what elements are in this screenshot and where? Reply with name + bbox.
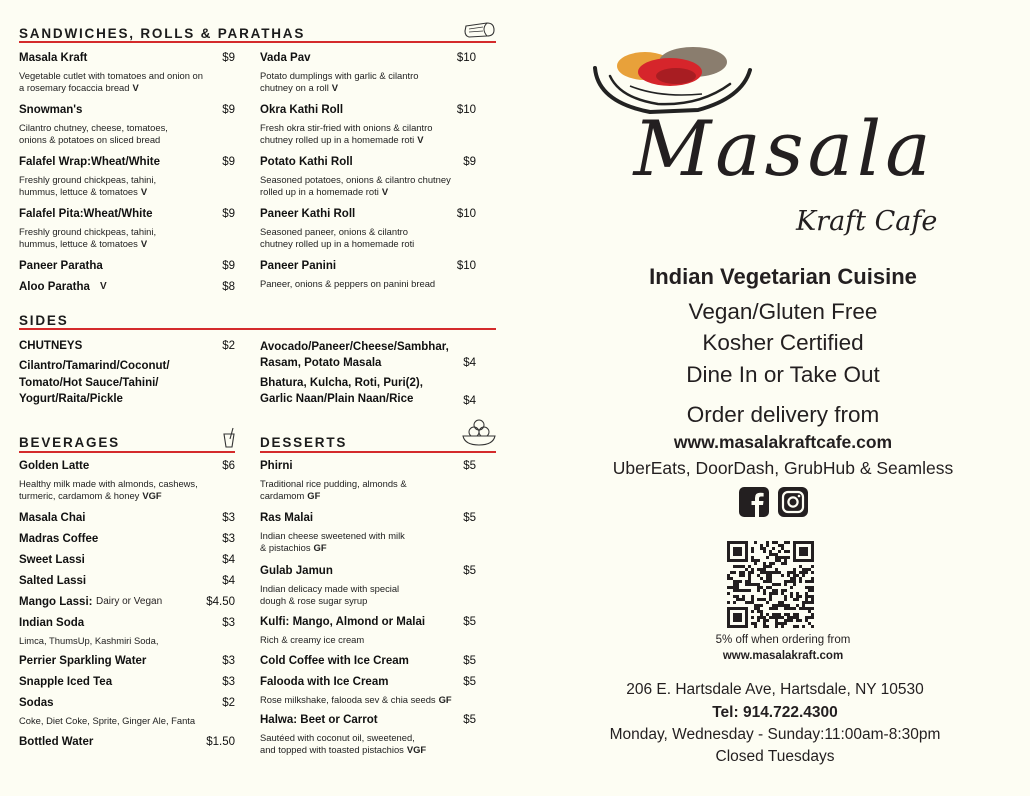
item-price: $3 <box>222 533 235 545</box>
item-price: $10 <box>456 104 476 116</box>
item-description: Seasoned potatoes, onions & cilantro chutney <box>260 174 451 185</box>
menu-item <box>260 511 476 554</box>
item-description: Fresh okra stir-fried with onions & cilantro <box>260 122 433 133</box>
item-price: $10 <box>456 208 476 220</box>
item-name: Halwa: Beet or Carrot <box>260 714 378 726</box>
chutney-option: Yogurt/Raita/Pickle <box>19 393 123 405</box>
menu-item <box>19 103 235 146</box>
feature-line: Kosher Certified <box>702 330 864 355</box>
item-name: Potato Kathi Roll <box>260 156 353 168</box>
section-title-sides: SIDES <box>19 313 69 328</box>
qr-url[interactable]: www.masalakraft.com <box>722 650 844 662</box>
chutneys-item <box>19 339 235 353</box>
dietary-tag: V <box>140 238 148 249</box>
menu-item <box>260 259 476 290</box>
dietary-tag: V <box>132 82 139 93</box>
roll-icon <box>463 20 497 40</box>
chutneys-price: $2 <box>222 340 235 352</box>
brand-panel <box>560 0 1030 796</box>
item-description: Rose milkshake, falooda sev & chia seeds <box>260 694 436 705</box>
item-description: Cilantro chutney, cheese, tomatoes, <box>19 122 168 133</box>
item-description: Seasoned paneer, onions & cilantro <box>260 226 409 237</box>
menu-item <box>260 103 476 146</box>
item-price: $8 <box>222 281 235 293</box>
feature-line: Vegan/Gluten Free <box>688 299 878 324</box>
drink-icon <box>222 427 236 449</box>
phone[interactable]: Tel: 914.722.4300 <box>712 704 838 721</box>
item-description: chutney rolled up in a homemade roti <box>260 238 415 249</box>
item-name: Sodas <box>19 697 54 709</box>
dietary-tag: V <box>331 82 339 93</box>
item-name: Madras Coffee <box>19 533 99 545</box>
menu-item <box>19 735 235 754</box>
dietary-tag: V <box>140 186 148 197</box>
facebook-icon[interactable] <box>738 486 770 518</box>
section-title-desserts: DESSERTS <box>260 435 348 450</box>
item-name: Falooda with Ice Cream <box>260 676 389 688</box>
item-name: Masala Chai <box>19 512 86 524</box>
item-price: $5 <box>463 655 476 667</box>
delivery-partners: UberEats, DoorDash, GrubHub & Seamless <box>612 458 954 478</box>
logo-wordmark: Masala <box>633 104 935 193</box>
item-price: $1.50 <box>206 736 235 748</box>
item-price: $10 <box>456 52 476 64</box>
hours: Monday, Wednesday - Sunday:11:00am-8:30pm <box>609 726 941 743</box>
chutney-option: Tomato/Hot Sauce/Tahini/ <box>19 376 159 389</box>
item-price: $5 <box>463 676 476 688</box>
item-description: chutney rolled up in a homemade roti <box>260 134 415 145</box>
item-description: cardamom <box>260 490 305 501</box>
side-item-price: $4 <box>463 357 476 369</box>
section-rule <box>19 41 496 43</box>
item-name: Golden Latte <box>19 460 90 472</box>
item-name: Sweet Lassi <box>19 554 85 566</box>
item-price: $10 <box>456 260 476 272</box>
menu-item <box>19 459 235 502</box>
menu-item <box>19 155 235 198</box>
item-description: Freshly ground chickpeas, tahini, <box>19 226 157 237</box>
item-description: onions & potatoes on sliced bread <box>19 134 161 145</box>
dietary-tag: V <box>417 134 424 145</box>
dietary-tag: GF <box>313 542 327 553</box>
item-price: $2 <box>222 697 235 709</box>
menu-item <box>260 51 476 94</box>
item-description: turmeric, cardamom & honey <box>19 490 140 501</box>
item-description: Indian cheese sweetened with milk <box>260 530 405 541</box>
item-name: Snowman's <box>19 104 83 116</box>
section-title-sandwiches: SANDWICHES, ROLLS & PARATHAS <box>19 26 306 41</box>
logo-subtitle: Kraft Cafe <box>796 206 938 237</box>
menu-item <box>19 616 235 647</box>
item-price: $3 <box>222 512 235 524</box>
item-name: Kulfi: Mango, Almond or Malai <box>260 616 426 628</box>
item-description: Freshly ground chickpeas, tahini, <box>19 174 157 185</box>
item-description: Indian delicacy made with special <box>260 583 400 594</box>
dietary-tag: VGF <box>142 490 162 501</box>
menu-item <box>19 207 235 250</box>
menu-item <box>260 564 476 607</box>
item-name: Phirni <box>260 460 293 472</box>
item-price: $3 <box>222 655 235 667</box>
side-item-name: Garlic Naan/Plain Naan/Rice <box>260 393 414 405</box>
item-name: Falafel Pita:Wheat/White <box>19 208 153 220</box>
item-price: $9 <box>463 156 476 168</box>
item-name: Okra Kathi Roll <box>260 104 344 116</box>
item-price: $5 <box>463 565 476 577</box>
menu-item <box>260 713 476 756</box>
item-name: Indian Soda <box>19 617 85 629</box>
item-description: Vegetable cutlet with tomatoes and onion on <box>19 70 203 81</box>
item-name: Ras Malai <box>260 512 314 524</box>
side-item <box>260 339 476 371</box>
cuisine-heading: Indian Vegetarian Cuisine <box>649 264 917 289</box>
item-price: $9 <box>222 260 235 272</box>
item-description: and topped with toasted pistachios <box>260 744 404 755</box>
section-title-beverages: BEVERAGES <box>19 435 120 450</box>
item-description: Healthy milk made with almonds, cashews, <box>19 478 198 489</box>
item-price: $4.50 <box>206 596 235 608</box>
item-name: Masala Kraft <box>19 52 88 64</box>
item-name: Aloo Paratha <box>19 281 90 293</box>
item-description: chutney on a roll <box>260 82 329 93</box>
item-description: Sautéed with coconut oil, sweetened, <box>260 732 415 743</box>
item-name: Paneer Paratha <box>19 260 103 272</box>
item-name: Snapple Iced Tea <box>19 676 113 688</box>
website-link[interactable]: www.masalakraftcafe.com <box>673 432 893 452</box>
item-price: $5 <box>463 714 476 726</box>
item-name: Bottled Water <box>19 736 94 748</box>
closed-note: Closed Tuesdays <box>715 748 835 765</box>
menu-item <box>19 511 235 530</box>
dietary-tag: VGF <box>406 744 427 755</box>
qr-code[interactable] <box>727 541 817 629</box>
item-name: Perrier Sparkling Water <box>19 655 147 667</box>
item-price: $3 <box>222 617 235 629</box>
item-description: rolled up in a homemade roti <box>260 186 379 197</box>
item-name: Gulab Jamun <box>260 565 333 577</box>
menu-item <box>19 532 235 551</box>
item-price: $5 <box>463 460 476 472</box>
item-description: Rich & creamy ice cream <box>260 634 365 645</box>
menu-item <box>260 615 476 646</box>
dietary-tag: GF <box>438 694 452 705</box>
item-name: Paneer Kathi Roll <box>260 208 356 220</box>
menu-item <box>260 207 476 250</box>
instagram-icon[interactable] <box>777 486 809 518</box>
menu-item <box>260 459 476 502</box>
side-item-name: Rasam, Potato Masala <box>260 357 382 369</box>
item-description: Traditional rice pudding, almonds & <box>260 478 407 489</box>
dessert-bowl-icon <box>460 418 498 448</box>
section-rule <box>19 451 235 453</box>
menu-item <box>19 696 235 727</box>
item-description: a rosemary focaccia bread <box>19 82 130 93</box>
dietary-tag: V <box>100 281 107 292</box>
address: 206 E. Hartsdale Ave, Hartsdale, NY 10530 <box>626 681 924 698</box>
item-name: Paneer Panini <box>260 260 337 272</box>
item-description: Potato dumplings with garlic & cilantro <box>260 70 419 81</box>
item-name: Salted Lassi <box>19 575 87 587</box>
qr-caption: 5% off when ordering from <box>715 634 851 646</box>
menu-item <box>260 155 476 198</box>
menu-item <box>260 675 476 706</box>
section-rule <box>260 451 496 453</box>
section-rule <box>19 328 496 330</box>
item-name: Mango Lassi: <box>19 596 93 608</box>
side-item-price: $4 <box>463 395 476 407</box>
feature-line: Dine In or Take Out <box>686 362 880 387</box>
chutney-option: Cilantro/Tamarind/Coconut/ <box>19 360 170 372</box>
menu-item <box>19 675 235 694</box>
item-description: hummus, lettuce & tomatoes <box>19 238 138 249</box>
menu-item <box>19 595 235 614</box>
item-price: $3 <box>222 676 235 688</box>
item-price: $9 <box>222 52 235 64</box>
item-description: hummus, lettuce & tomatoes <box>19 186 138 197</box>
item-price: $9 <box>222 208 235 220</box>
item-price: $9 <box>222 156 235 168</box>
item-name: Cold Coffee with Ice Cream <box>260 655 409 667</box>
menu-item <box>19 259 235 278</box>
menu-item <box>260 654 476 673</box>
item-price: $6 <box>222 460 235 472</box>
side-item-name: Avocado/Paneer/Cheese/Sambhar, <box>260 341 449 353</box>
item-price: $4 <box>222 575 235 587</box>
menu-item <box>19 574 235 593</box>
item-price: $5 <box>463 616 476 628</box>
item-price: $9 <box>222 104 235 116</box>
item-description: Coke, Diet Coke, Sprite, Ginger Ale, Fanta <box>19 715 196 726</box>
order-heading: Order delivery from <box>686 402 880 427</box>
menu-item <box>19 51 235 94</box>
chutneys-label: CHUTNEYS <box>19 340 83 352</box>
side-item-name: Bhatura, Kulcha, Roti, Puri(2), <box>260 377 423 389</box>
side-item <box>260 375 476 407</box>
dietary-tag: V <box>381 186 389 197</box>
item-price: $4 <box>222 554 235 566</box>
item-name: Vada Pav <box>260 52 311 64</box>
item-description: & pistachios <box>260 542 311 553</box>
item-description: dough & rose sugar syrup <box>260 595 368 606</box>
item-name: Falafel Wrap:Wheat/White <box>19 156 160 168</box>
item-price: $5 <box>463 512 476 524</box>
menu-item <box>19 654 235 673</box>
item-description: Limca, ThumsUp, Kashmiri Soda, <box>19 635 159 646</box>
item-description: Paneer, onions & peppers on panini bread <box>260 278 436 289</box>
menu-item <box>19 280 235 299</box>
menu-item <box>19 553 235 572</box>
dietary-tag: GF <box>307 490 321 501</box>
item-note: Dairy or Vegan <box>96 596 163 607</box>
